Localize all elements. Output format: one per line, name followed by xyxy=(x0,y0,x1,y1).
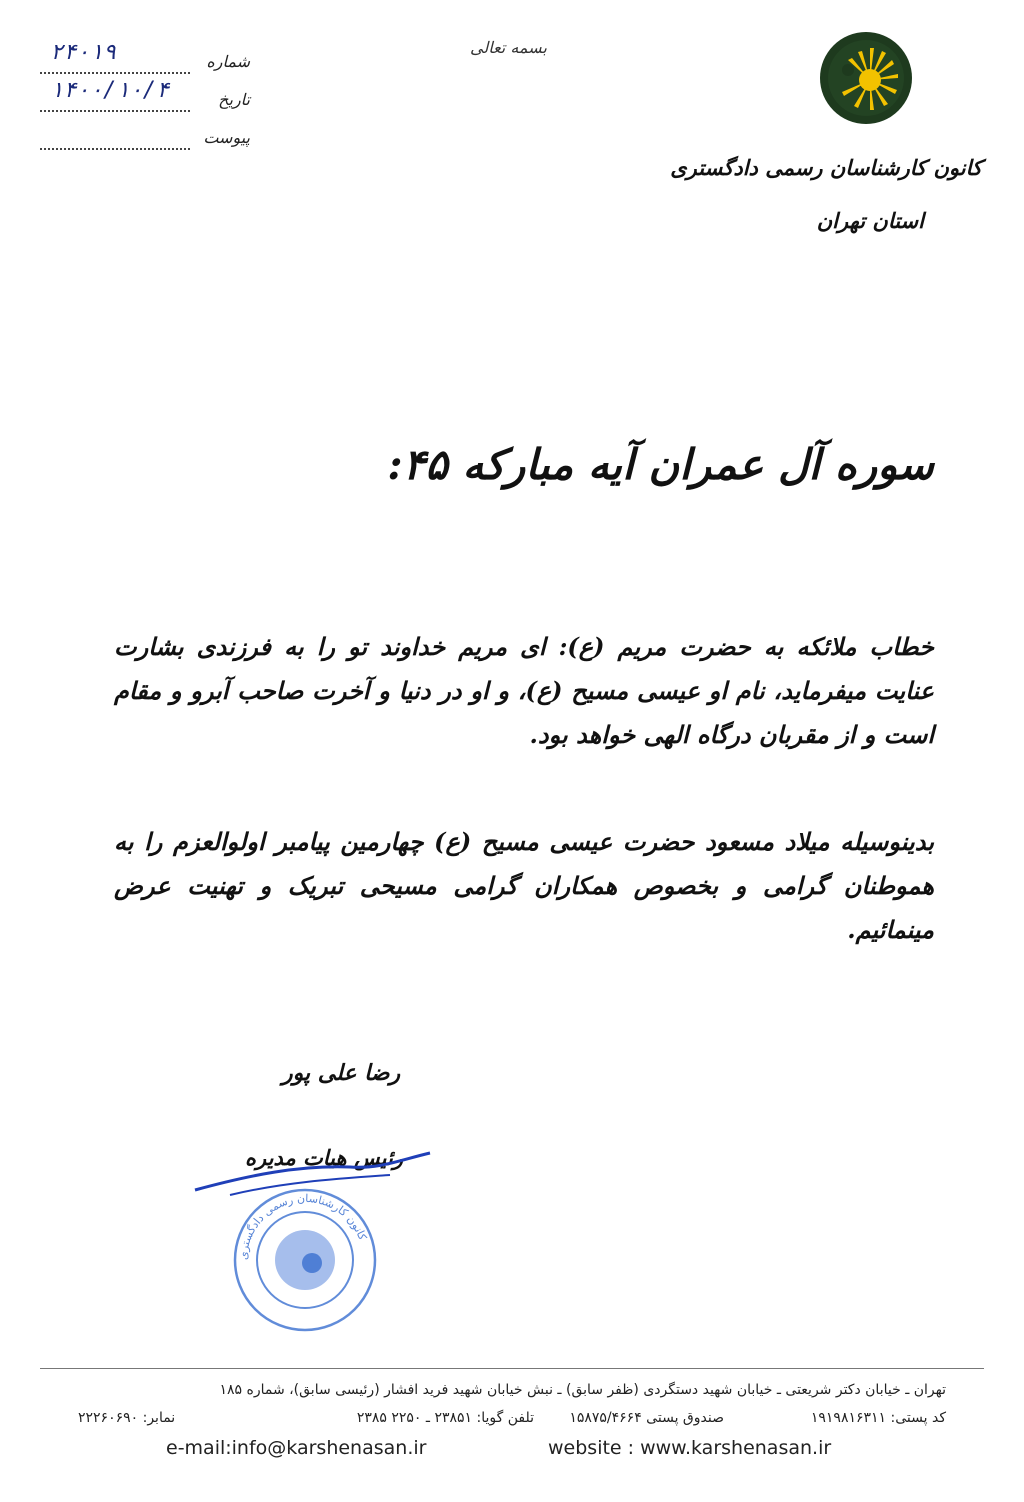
number-dotted-line xyxy=(40,72,190,74)
paragraph-verse: خطاب ملائکه به حضرت مریم (ع): ای مریم خداوند تو را به فرزندی بشارت عنایت میفرماید، نام او عیسی مسیح (ع)، و او در دنیا و آخرت صاحب آبرو و مقام است و از مقربان درگاه الهی خواهد بود. xyxy=(114,632,934,749)
footer-address: تهران ـ خیابان دکتر شریعتی ـ خیابان شهید دستگردی (ظفر سابق) ـ نبش خیابان شهید فرید افشار (رئیسی سابق)، شماره ۱۸۵ xyxy=(219,1382,946,1398)
organization-province: استان تهران xyxy=(816,208,924,233)
official-stamp xyxy=(230,1185,380,1335)
stamp-text: کانون کارشناسان رسمی دادگستری xyxy=(236,1191,370,1261)
attachment-dotted-line xyxy=(40,148,190,150)
signer-title: رئیس هیات مدیره xyxy=(245,1145,404,1170)
date-value: ۱۴۰۰/۱۰/۴ xyxy=(50,78,170,103)
organization-name: کانون کارشناسان رسمی دادگستری xyxy=(670,155,982,180)
date-field xyxy=(40,78,250,118)
attachment-field xyxy=(40,126,250,156)
number-label: شماره xyxy=(206,52,250,71)
date-label: تاریخ xyxy=(218,90,250,109)
footer-divider xyxy=(40,1368,984,1369)
footer-fax: نمابر: ۲۲۲۶۰۶۹۰ xyxy=(78,1410,176,1426)
footer-website[interactable]: website : www.karshenasan.ir xyxy=(548,1437,832,1459)
attachment-label: پیوست xyxy=(203,128,250,147)
footer-postal-code: کد پستی: ۱۹۱۹۸۱۶۳۱۱ xyxy=(810,1410,946,1426)
letter-title: سوره آل عمران آیه مبارکه ۴۵: xyxy=(387,440,934,489)
date-dotted-line xyxy=(40,110,190,112)
signer-name: رضا علی پور xyxy=(282,1060,401,1086)
paragraph-congratulation: بدینوسیله میلاد مسعود حضرت عیسی مسیح (ع) چهارمین پیامبر اولوالعزم را به هموطنان گرامی و بخصوص همکاران گرامی مسیحی تبریک و تهنیت عرض مینمائیم. xyxy=(114,827,935,944)
footer-po-box: صندوق پستی ۱۵۸۷۵/۴۶۶۴ xyxy=(569,1410,724,1426)
organization-logo-icon xyxy=(818,30,914,126)
number-value: ۲۴۰۱۹ xyxy=(50,40,117,65)
bismillah-heading: بسمه تعالی xyxy=(470,38,547,57)
footer-email[interactable]: e-mail:info@karshenasan.ir xyxy=(166,1437,427,1459)
footer-phone: تلفن گویا: ۲۳۸۵۱ ـ ۲۲۵۰ ۲۳۸۵ xyxy=(356,1410,534,1426)
number-field xyxy=(40,40,250,80)
